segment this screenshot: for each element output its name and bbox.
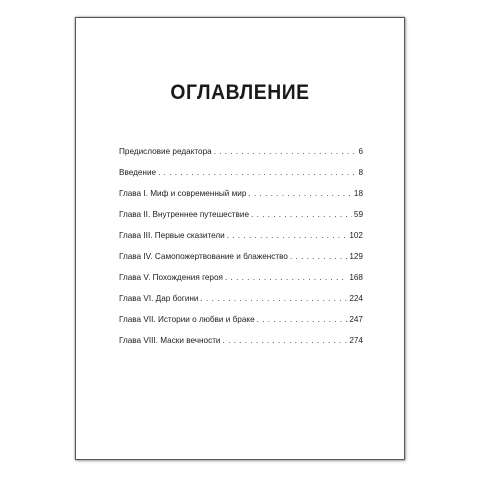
dot-leader: [227, 231, 348, 240]
toc-entry-page: 224: [349, 294, 363, 303]
toc-entry-label: Глава IV. Самопожертвование и блаженство: [119, 252, 288, 261]
toc-entry-page: 8: [358, 168, 363, 177]
toc-entry-label: Глава VII. Истории о любви и браке: [119, 315, 255, 324]
toc-entry-label: Предисловие редактора: [119, 147, 212, 156]
toc-entry-page: 6: [358, 147, 363, 156]
toc-entry-chapter-7: [119, 315, 363, 336]
toc-entry-page: 18: [353, 189, 363, 198]
toc-entry-page: 102: [349, 231, 363, 240]
toc-entry-chapter-3: [119, 231, 363, 252]
toc-entry-preface: [119, 147, 363, 168]
toc-entry-page: 274: [349, 336, 363, 345]
toc-entry-page: 129: [349, 252, 363, 261]
toc-entry-label: Глава VI. Дар богини: [119, 294, 199, 303]
toc-entry-page: 59: [353, 210, 363, 219]
table-of-contents: [119, 147, 363, 357]
toc-entry-page: 168: [349, 273, 363, 282]
toc-entry-chapter-8: [119, 336, 363, 357]
dot-leader: [158, 168, 356, 177]
page-title: ОГЛАВЛЕНИЕ: [170, 81, 310, 104]
dot-leader: [257, 315, 348, 324]
toc-entry-label: Глава V. Похождения героя: [119, 273, 223, 282]
toc-entry-introduction: [119, 168, 363, 189]
dot-leader: [251, 210, 352, 219]
book-page: [75, 17, 405, 460]
toc-entry-label: Глава III. Первые сказители: [119, 231, 225, 240]
toc-entry-page: 247: [349, 315, 363, 324]
toc-entry-label: Глава VIII. Маски вечности: [119, 336, 221, 345]
dot-leader: [290, 252, 347, 261]
dot-leader: [214, 147, 357, 156]
dot-leader: [248, 189, 352, 198]
dot-leader: [201, 294, 348, 303]
toc-entry-chapter-5: [119, 273, 363, 294]
toc-entry-label: Введение: [119, 168, 157, 177]
dot-leader: [225, 273, 347, 282]
toc-entry-label: Глава II. Внутреннее путешествие: [119, 210, 250, 219]
toc-entry-chapter-2: [119, 210, 363, 231]
toc-entry-chapter-1: [119, 189, 363, 210]
toc-entry-chapter-6: [119, 294, 363, 315]
toc-entry-label: Глава I. Миф и современный мир: [119, 189, 247, 198]
dot-leader: [223, 336, 348, 345]
toc-entry-chapter-4: [119, 252, 363, 273]
